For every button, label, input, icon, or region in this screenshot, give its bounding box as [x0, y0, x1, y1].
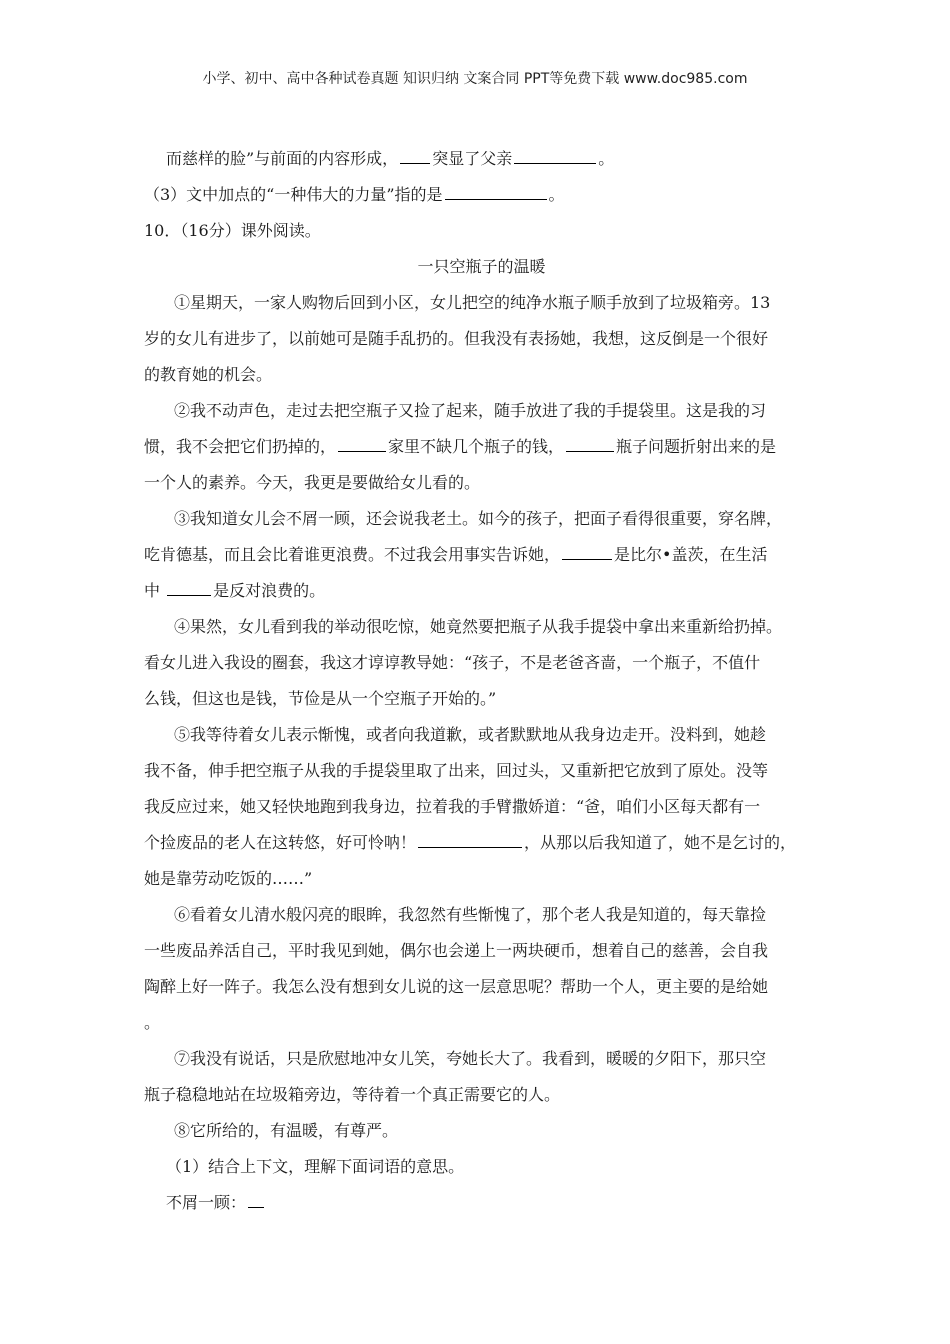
- answer-blank[interactable]: [400, 145, 430, 164]
- text: 家里不缺几个瓶子的钱，: [388, 437, 565, 456]
- answer-blank[interactable]: [566, 433, 614, 452]
- paragraph-7-line: 瓶子稳稳地站在垃圾箱旁边，等待着一个真正需要它的人。: [144, 1085, 561, 1104]
- text: 吃肯德基，而且会比着谁更浪费。不过我会用事实告诉她，: [144, 545, 561, 564]
- paragraph-1-line: ①星期天，一家人购物后回到小区，女儿把空的纯净水瓶子顺手放到了垃圾箱旁。13: [174, 293, 771, 312]
- paragraph-5-line: 她是靠劳动吃饭的……”: [144, 869, 313, 888]
- q9-line-b: [144, 177, 819, 213]
- text: 而慈样的脸”与前面的内容形成，: [166, 149, 399, 168]
- sub-question-1: （1）结合上下文，理解下面词语的意思。: [166, 1157, 465, 1176]
- paragraph-4-line: ④果然，女儿看到我的举动很吃惊，她竟然要把瓶子从我手提袋中拿出来重新给扔掉。: [174, 617, 783, 636]
- paragraph-3-line: [144, 537, 819, 573]
- q10-heading: 10．（16分）课外阅读。: [144, 221, 321, 240]
- paragraph-5-line: 我反应过来，她又轻快地跑到我身边，拉着我的手臂撒娇道：“爸，咱们小区每天都有一: [144, 797, 761, 816]
- term-line: [144, 1185, 819, 1221]
- paragraph-4-line: 看女儿进入我设的圈套，我这才谆谆教导她：“孩子，不是老爸吝啬，一个瓶子，不值什: [144, 653, 761, 672]
- text: 突显了父亲: [432, 149, 513, 168]
- text: 是反对浪费的。: [213, 581, 326, 600]
- page-header: 小学、初中、高中各种试卷真题 知识归纳 文案合同 PPT等免费下载 www.doc985.com: [202, 71, 748, 87]
- passage-title: 一只空瓶子的温暖: [417, 257, 546, 276]
- paragraph-6-line: ⑥看着女儿清水般闪亮的眼眸，我忽然有些惭愧了，那个老人我是知道的，每天靠捡: [174, 905, 767, 924]
- answer-blank[interactable]: [562, 541, 612, 560]
- paragraph-1-line: 岁的女儿有进步了，以前她可是随手乱扔的。但我没有表扬她，我想，这反倒是一个很好: [144, 329, 769, 348]
- paragraph-6-line: 陶醉上好一阵子。我怎么没有想到女儿说的这一层意思呢？帮助一个人，更主要的是给她: [144, 977, 769, 996]
- paragraph-4-line: 么钱，但这也是钱，节俭是从一个空瓶子开始的。”: [144, 689, 497, 708]
- text: 瓶子问题折射出来的是: [616, 437, 777, 456]
- answer-blank[interactable]: [514, 145, 596, 164]
- text: ，从那以后我知道了，她不是乞讨的，: [524, 833, 797, 852]
- answer-blank[interactable]: [248, 1189, 264, 1208]
- document-body: [144, 141, 819, 1221]
- paragraph-5-line: ⑤我等待着女儿表示惭愧，或者向我道歉，或者默默地从我身边走开。没料到，她趁: [174, 725, 767, 744]
- text: 惯，我不会把它们扔掉的，: [144, 437, 337, 456]
- paragraph-5-line: [144, 825, 819, 861]
- paragraph-6-line: 。: [144, 1013, 161, 1032]
- text: 中: [144, 581, 166, 600]
- answer-blank[interactable]: [418, 829, 522, 848]
- text: 不屑一顾：: [166, 1193, 247, 1212]
- paragraph-1-line: 的教育她的机会。: [144, 365, 273, 384]
- paragraph-3-line: [144, 573, 819, 609]
- answer-blank[interactable]: [338, 433, 386, 452]
- paragraph-3-line: ③我知道女儿会不屑一顾，还会说我老土。如今的孩子，把面子看得很重要，穿名牌，: [174, 509, 783, 528]
- text: 。: [548, 185, 565, 204]
- text: 。: [598, 149, 615, 168]
- text: 个捡废品的老人在这转悠，好可怜呐！: [144, 833, 417, 852]
- paragraph-7-line: ⑦我没有说话，只是欣慰地冲女儿笑，夸她长大了。我看到，暖暖的夕阳下，那只空: [174, 1049, 767, 1068]
- paragraph-5-line: 我不备，伸手把空瓶子从我的手提袋里取了出来，回过头，又重新把它放到了原处。没等: [144, 761, 769, 780]
- paragraph-8-line: ⑧它所给的，有温暖，有尊严。: [174, 1121, 399, 1140]
- paragraph-6-line: 一些废品养活自己，平时我见到她，偶尔也会递上一两块硬币，想着自己的慈善，会自我: [144, 941, 769, 960]
- answer-blank[interactable]: [167, 577, 211, 596]
- q9-line-a: [144, 141, 819, 177]
- paragraph-2-line: 一个人的素养。今天，我更是要做给女儿看的。: [144, 473, 481, 492]
- paragraph-2-line: ②我不动声色，走过去把空瓶子又捡了起来，随手放进了我的手提袋里。这是我的习: [174, 401, 767, 420]
- answer-blank[interactable]: [445, 181, 547, 200]
- text: （3）文中加点的“一种伟大的力量”指的是: [144, 185, 443, 204]
- text: 是比尔•盖茨，在生活: [614, 545, 768, 564]
- paragraph-2-line: [144, 429, 819, 465]
